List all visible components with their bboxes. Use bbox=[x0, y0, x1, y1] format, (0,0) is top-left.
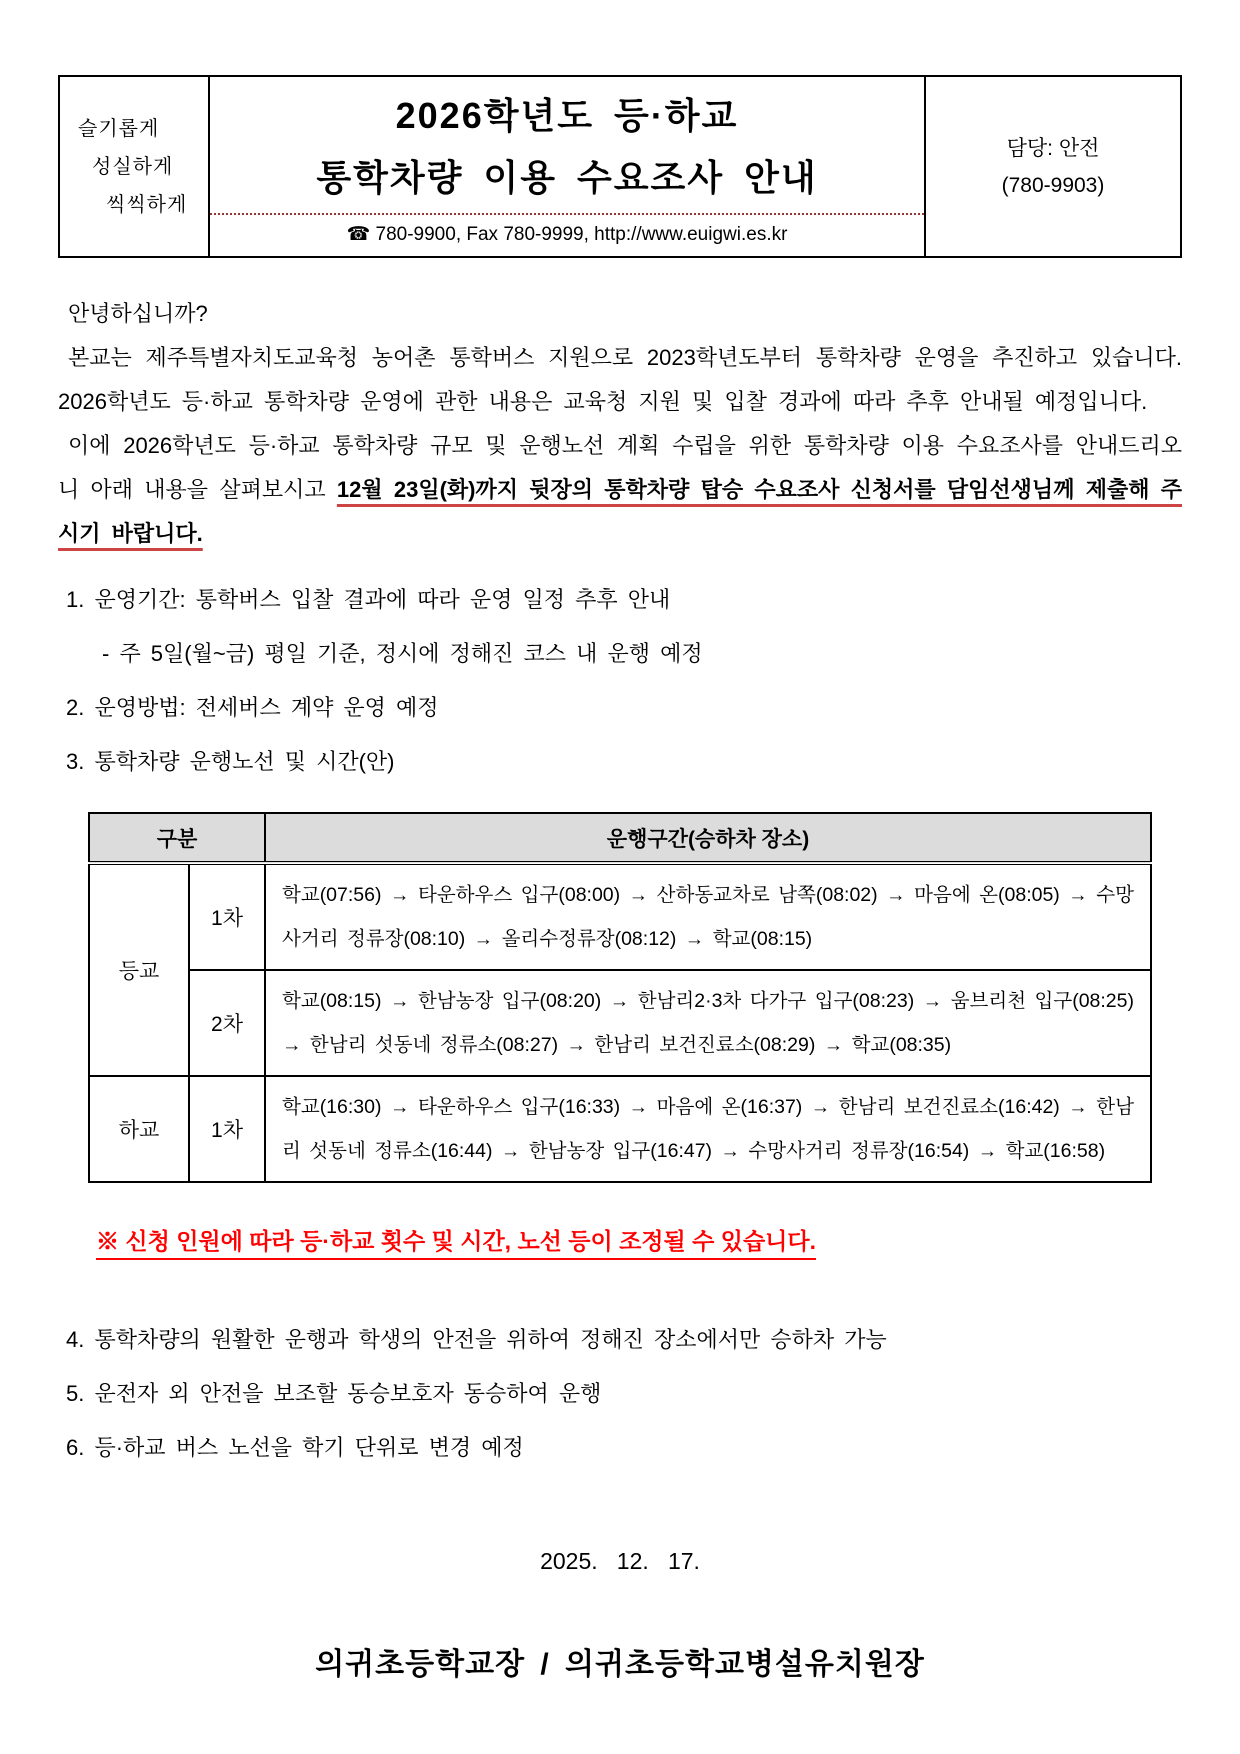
list-item-1-sub: - 주 5일(월~금) 평일 기준, 정시에 정해진 코스 내 운행 예정 bbox=[102, 641, 703, 666]
header-title-cell bbox=[209, 76, 925, 257]
adjustment-notice bbox=[96, 1223, 1182, 1256]
list-item-5: 5. 운전자 외 안전을 보조할 동승보호자 동승하여 운행 bbox=[66, 1381, 602, 1406]
table-row-afternoon-1 bbox=[89, 1076, 1151, 1182]
column-header-category: 구분 bbox=[89, 813, 265, 863]
trip-cell: 1차 bbox=[189, 863, 265, 970]
document-title-line2: 통학차량 이용 수요조사 안내 bbox=[316, 157, 818, 198]
route-cell: 학교(07:56) → 타운하우스 입구(08:00) → 산하동교차로 남쪽(08:02) → 마음에 온(08:05) → 수망사거리 정류장(08:10) → 올리수정류장(08:12) → 학교(08:15) bbox=[265, 863, 1151, 970]
list-item-4: 4. 통학차량의 원활한 운행과 학생의 안전을 위하여 정해진 장소에서만 승하차 가능 bbox=[66, 1327, 887, 1352]
deadline-emphasis-text: 12월 23일(화)까지 뒷장의 통학차량 탑승 수요조사 신청서를 담임선생님께 제출해 주시기 바랍니다. bbox=[58, 477, 1182, 546]
adjustment-notice-text: ※ 신청 인원에 따라 등·하교 횟수 및 시간, 노선 등이 조정될 수 있습니다. bbox=[96, 1228, 817, 1254]
school-contact-info: ☎ 780-9900, Fax 780-9999, http://www.euigwi.es.kr bbox=[210, 213, 924, 256]
manager-phone: (780-9903) bbox=[1001, 173, 1105, 197]
trip-cell: 2차 bbox=[189, 970, 265, 1076]
table-row-morning-2 bbox=[89, 970, 1151, 1076]
group-cell-afternoon: 하교 bbox=[89, 1076, 189, 1182]
trip-cell: 1차 bbox=[189, 1076, 265, 1182]
greeting-text: 안녕하십니까? bbox=[68, 301, 208, 326]
school-motto bbox=[59, 76, 209, 257]
route-cell: 학교(16:30) → 타운하우스 입구(16:33) → 마음에 온(16:37) → 한남리 보건진료소(16:42) → 한남리 섯동네 정류소(16:44) → 한남농장 입구(16:47) → 수망사거리 정류장(16:54) → 학교(16:58) bbox=[265, 1076, 1151, 1182]
route-cell: 학교(08:15) → 한남농장 입구(08:20) → 한남리2·3차 다가구 입구(08:23) → 움브리천 입구(08:25) → 한남리 섯동네 정류소(08:27) → 한남리 보건진료소(08:29) → 학교(08:35) bbox=[265, 970, 1151, 1076]
document-title-line1: 2026학년도 등·하교 bbox=[395, 95, 739, 136]
document-header bbox=[58, 75, 1182, 258]
intro-paragraph bbox=[58, 336, 1182, 424]
manager-label: 담당: 안전 bbox=[1006, 136, 1100, 160]
signature-line: 의귀초등학교장 / 의귀초등학교병설유치원장 bbox=[315, 1648, 925, 1681]
intro-paragraph-text: 본교는 제주특별자치도교육청 농어촌 통학버스 지원으로 2023학년도부터 통학차량 운영을 추진하고 있습니다. 2026학년도 등·하교 통학차량 운영에 관한 내용은 교육청 지원 및 입찰 경과에 따라 추후 안내될 예정입니다. bbox=[58, 345, 1182, 414]
survey-paragraph bbox=[58, 424, 1182, 556]
list-item-2: 2. 운영방법: 전세버스 계약 운영 예정 bbox=[66, 695, 439, 720]
motto-line-2: 성실하게 bbox=[92, 155, 174, 178]
survey-paragraph-text: 이에 2026학년도 등·하교 통학차량 규모 및 운행노선 계획 수립을 위한 통학차량 이용 수요조사를 안내드리오니 아래 내용을 살펴보시고 bbox=[58, 433, 1182, 502]
table-header-row bbox=[89, 813, 1151, 863]
motto-line-3: 씩씩하게 bbox=[106, 193, 188, 216]
motto-line-1: 슬기롭게 bbox=[78, 117, 160, 140]
group-cell-morning: 등교 bbox=[89, 863, 189, 1076]
document-date: 2025. 12. 17. bbox=[540, 1548, 700, 1574]
bus-route-table bbox=[88, 812, 1152, 1183]
manager-info-cell bbox=[925, 76, 1181, 257]
table-row-morning-1 bbox=[89, 863, 1151, 970]
column-header-route: 운행구간(승하차 장소) bbox=[265, 813, 1151, 863]
list-item-1: 1. 운영기간: 통학버스 입찰 결과에 따라 운영 일정 추후 안내 bbox=[66, 587, 671, 612]
list-item-3: 3. 통학차량 운행노선 및 시간(안) bbox=[66, 749, 395, 774]
list-item-6: 6. 등·하교 버스 노선을 학기 단위로 변경 예정 bbox=[66, 1435, 524, 1460]
